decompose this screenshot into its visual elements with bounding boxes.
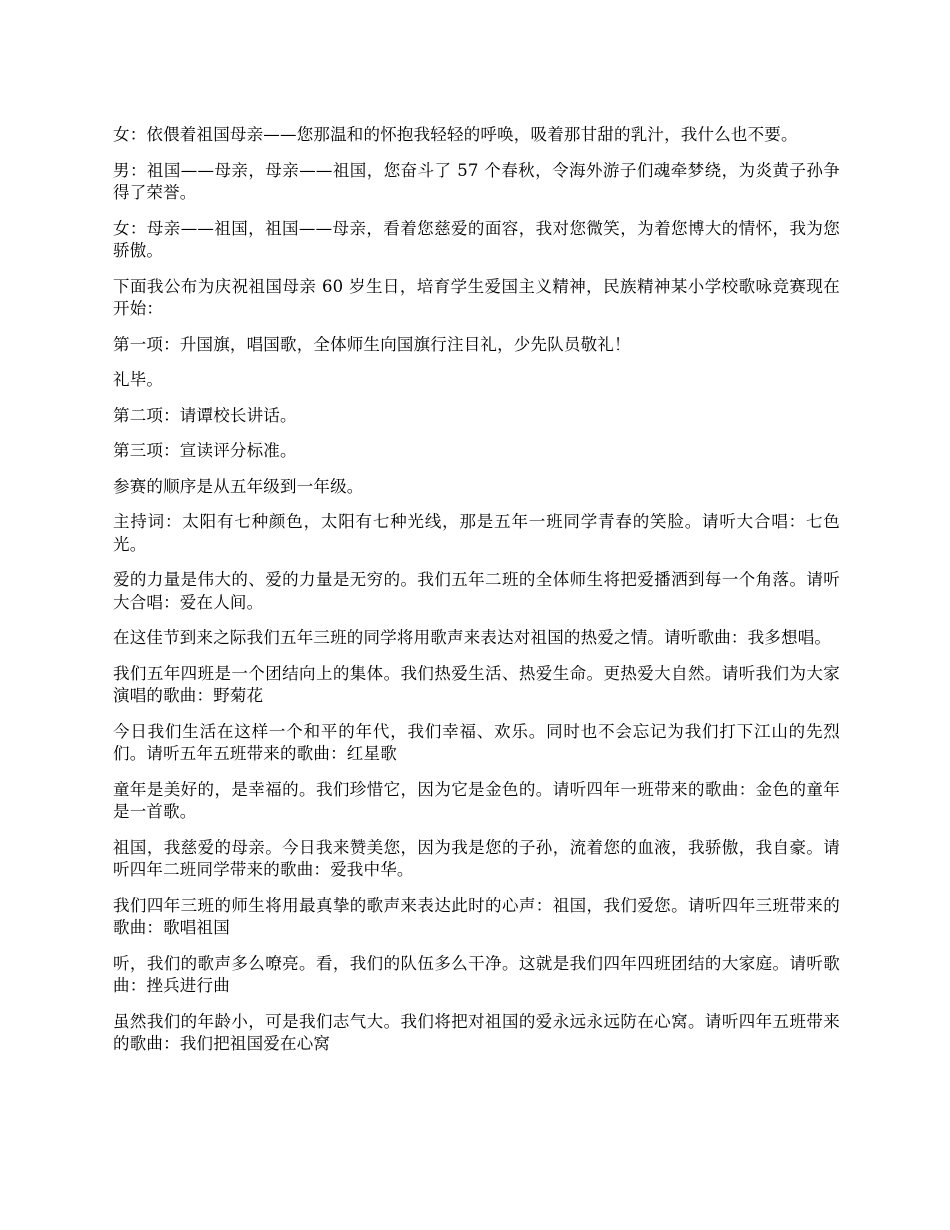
paragraph: 今日我们生活在这样一个和平的年代，我们幸福、欢乐。同时也不会忘记为我们打下江山的先烈们。请听五年五班带来的歌曲：红星歌 (113, 721, 840, 763)
paragraph: 祖国，我慈爱的母亲。今日我来赞美您，因为我是您的子孙，流着您的血液，我骄傲，我自豪。请听四年二班同学带来的歌曲：爱我中华。 (113, 837, 840, 879)
paragraph: 下面我公布为庆祝祖国母亲 60 岁生日，培育学生爱国主义精神，民族精神某小学校歌咏竞赛现在开始： (113, 276, 840, 318)
paragraph: 爱的力量是伟大的、爱的力量是无穷的。我们五年二班的全体师生将把爱播洒到每一个角落。请听大合唱：爱在人间。 (113, 570, 840, 612)
paragraph: 童年是美好的，是幸福的。我们珍惜它，因为它是金色的。请听四年一班带来的歌曲：金色的童年是一首歌。 (113, 779, 840, 821)
paragraph: 第一项：升国旗，唱国歌，全体师生向国旗行注目礼，少先队员敬礼！ (113, 334, 631, 354)
paragraph: 第二项：请谭校长讲话。 (113, 405, 297, 425)
paragraph: 礼毕。 (113, 370, 164, 389)
paragraph: 女：母亲——祖国，祖国——母亲，看着您慈爱的面容，我对您微笑，为着您博大的情怀，我为您骄傲。 (113, 218, 840, 260)
paragraph: 男：祖国——母亲，母亲——祖国，您奋斗了 57 个春秋，令海外游子们魂牵梦绕，为炎黄子孙争得了荣誉。 (113, 160, 840, 202)
paragraph: 我们四年三班的师生将用最真挚的歌声来表达此时的心声：祖国，我们爱您。请听四年三班带来的歌曲：歌唱祖国 (113, 895, 840, 937)
paragraph: 我们五年四班是一个团结向上的集体。我们热爱生活、热爱生命。更热爱大自然。请听我们为大家演唱的歌曲：野菊花 (113, 663, 840, 705)
paragraph: 听，我们的歌声多么嘹亮。看，我们的队伍多么干净。这就是我们四年四班团结的大家庭。请听歌曲：挫兵进行曲 (113, 953, 840, 995)
paragraph: 在这佳节到来之际我们五年三班的同学将用歌声来表达对祖国的热爱之情。请听歌曲：我多想唱。 (113, 628, 832, 647)
paragraph: 虽然我们的年龄小，可是我们志气大。我们将把对祖国的爱永远永远防在心窝。请听四年五班带来的歌曲：我们把祖国爱在心窝 (113, 1011, 840, 1053)
paragraph: 女：依偎着祖国母亲——您那温和的怀抱我轻轻的呼唤，吸着那甘甜的乳汁，我什么也不要。 (113, 125, 798, 144)
paragraph: 第三项：宣读评分标准。 (113, 441, 297, 460)
paragraph: 主持词：太阳有七种颜色，太阳有七种光线，那是五年一班同学青春的笑脸。请听大合唱：七色光。 (113, 512, 840, 554)
document-body (113, 124, 840, 1069)
paragraph: 参赛的顺序是从五年级到一年级。 (113, 476, 364, 496)
